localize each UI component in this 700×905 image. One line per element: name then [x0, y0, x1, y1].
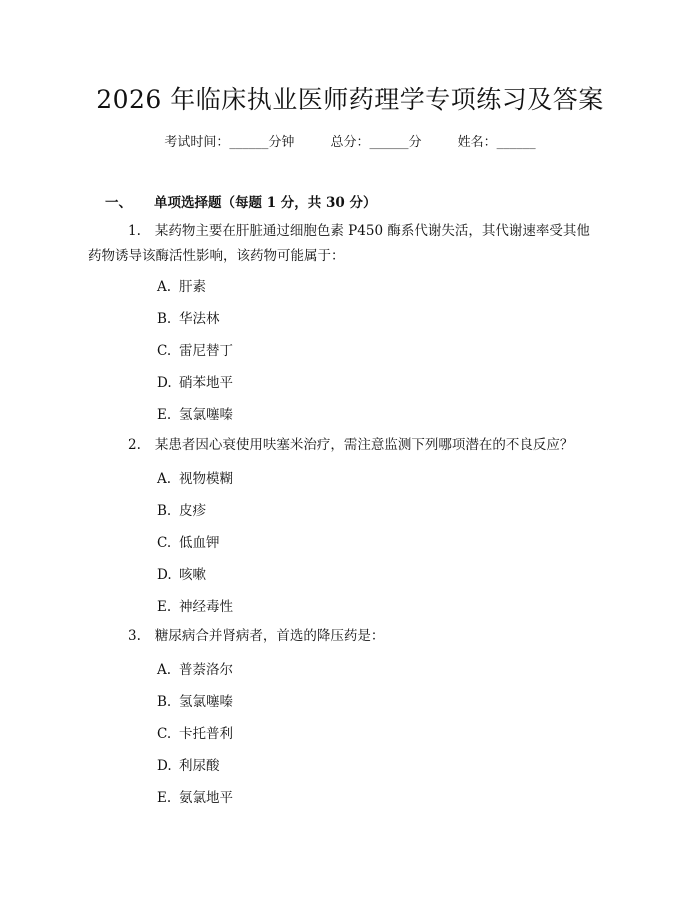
total-score-field: 总分：______分 [330, 135, 422, 150]
question-3 [88, 624, 600, 649]
option-letter: A. [157, 471, 172, 487]
option-text: 硝苯地平 [179, 375, 233, 391]
page-title: 2026 年临床执业医师药理学专项练习及答案 [96, 85, 604, 114]
question-number: 2. [128, 437, 141, 453]
option-text: 氢氯噻嗪 [179, 694, 233, 710]
option-text: 氨氯地平 [179, 790, 233, 806]
option-letter: E. [157, 599, 172, 615]
q1-option-e [157, 403, 233, 423]
q1-option-c [157, 339, 233, 359]
option-letter: D. [157, 758, 172, 774]
option-text: 神经毒性 [179, 599, 233, 615]
option-letter: E. [157, 790, 172, 806]
q1-option-d [157, 371, 233, 391]
option-text: 肝素 [179, 279, 206, 295]
question-2 [88, 433, 600, 458]
q2-option-e [157, 595, 233, 615]
question-number: 1. [128, 223, 141, 239]
q1-option-a [157, 275, 206, 295]
option-text: 皮疹 [179, 503, 206, 519]
option-letter: A. [157, 279, 172, 295]
question-text: 糖尿病合并肾病者，首选的降压药是： [154, 628, 385, 644]
question-number: 3. [128, 628, 141, 644]
option-text: 低血钾 [179, 535, 220, 551]
q3-option-a [157, 658, 233, 678]
option-text: 华法林 [179, 311, 220, 327]
q2-option-a [157, 467, 233, 487]
option-letter: B. [157, 694, 172, 710]
option-text: 利尿酸 [179, 758, 220, 774]
section-heading [105, 191, 376, 211]
option-letter: A. [157, 662, 172, 678]
option-letter: B. [157, 503, 172, 519]
exam-meta [0, 131, 700, 150]
question-text: 某患者因心衰使用呋塞米治疗，需注意监测下列哪项潜在的不良反应？ [154, 437, 574, 453]
q2-option-c [157, 531, 220, 551]
option-letter: D. [157, 567, 172, 583]
option-letter: D. [157, 375, 172, 391]
question-text: 某药物主要在肝脏通过细胞色素 P450 酶系代谢失活，其代谢速率受其他药物诱导该酶活性影响，该药物可能属于： [88, 223, 590, 264]
option-letter: C. [157, 726, 172, 742]
q1-option-b [157, 307, 220, 327]
option-text: 咳嗽 [179, 567, 206, 583]
q3-option-c [157, 722, 233, 742]
exam-time-field: 考试时间：______分钟 [164, 135, 295, 150]
option-letter: C. [157, 343, 172, 359]
option-text: 卡托普利 [179, 726, 233, 742]
section-title: 单项选择题（每题 1 分，共 30 分） [154, 195, 377, 211]
q2-option-d [157, 563, 206, 583]
q3-option-e [157, 786, 233, 806]
option-text: 视物模糊 [179, 471, 233, 487]
question-1 [88, 219, 600, 269]
q2-option-b [157, 499, 206, 519]
option-text: 氢氯噻嗪 [179, 407, 233, 423]
option-letter: E. [157, 407, 172, 423]
section-number: 一、 [105, 195, 132, 211]
option-text: 普萘洛尔 [179, 662, 233, 678]
q3-option-d [157, 754, 220, 774]
option-letter: C. [157, 535, 172, 551]
q3-option-b [157, 690, 233, 710]
name-field: 姓名：______ [457, 135, 536, 150]
option-letter: B. [157, 311, 172, 327]
option-text: 雷尼替丁 [179, 343, 233, 359]
